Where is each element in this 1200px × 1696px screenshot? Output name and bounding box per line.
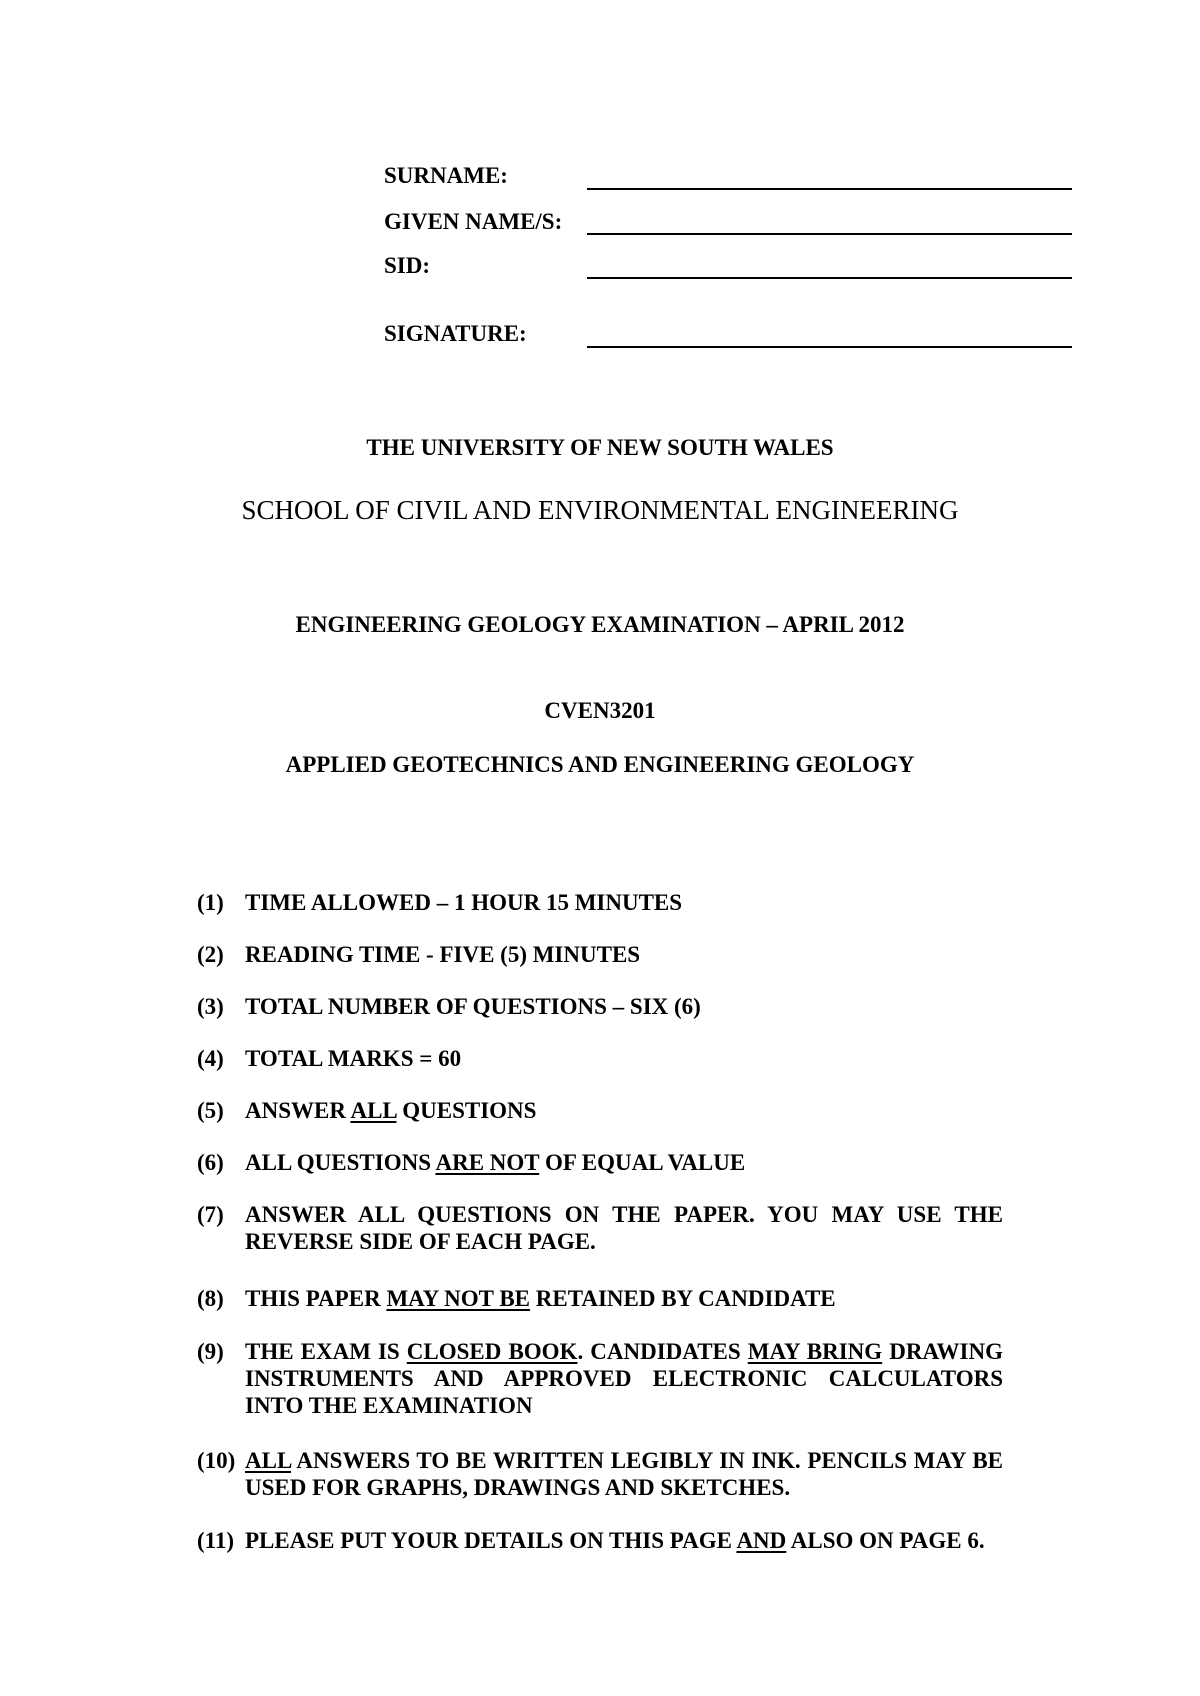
instruction-number: (8) <box>197 1286 224 1311</box>
exam-title: ENGINEERING GEOLOGY EXAMINATION – APRIL 2012 <box>295 612 905 637</box>
course-code: CVEN3201 <box>544 698 656 723</box>
instruction-text <box>245 1149 1003 1176</box>
instruction-number: (2) <box>197 942 224 967</box>
instruction-text-part: QUESTIONS <box>396 1098 537 1123</box>
underlined-emphasis: CLOSED BOOK <box>406 1339 578 1364</box>
instruction-number: (4) <box>197 1046 224 1071</box>
instruction-text-part: ALSO ON PAGE 6. <box>786 1528 985 1553</box>
instruction-text-part: THIS PAPER <box>245 1286 387 1311</box>
instruction-text-part: ANSWER ALL QUESTIONS ON THE PAPER. YOU MAY USE THE REVERSE SIDE OF EACH PAGE. <box>245 1202 1003 1254</box>
instruction-number: (6) <box>197 1150 224 1175</box>
instruction-text <box>245 1201 1003 1255</box>
signature-label: SIGNATURE: <box>384 321 527 346</box>
instruction-item <box>197 1447 1003 1501</box>
instruction-text <box>245 993 1003 1020</box>
instruction-text <box>245 941 1003 968</box>
instruction-text <box>245 1285 1003 1312</box>
given-names-line[interactable] <box>587 233 1072 235</box>
instruction-number: (11) <box>197 1528 235 1553</box>
instruction-text-part: . CANDIDATES <box>577 1339 748 1364</box>
instruction-item <box>197 993 1003 1020</box>
instruction-text <box>245 1447 1003 1501</box>
instruction-item <box>197 1527 1003 1554</box>
surname-label: SURNAME: <box>384 163 508 188</box>
signature-line[interactable] <box>587 346 1072 348</box>
instruction-text <box>245 889 1003 916</box>
instruction-text-part: PLEASE PUT YOUR DETAILS ON THIS PAGE <box>245 1528 737 1553</box>
instruction-text <box>245 1527 1003 1554</box>
instruction-text-part: RETAINED BY CANDIDATE <box>530 1286 836 1311</box>
instruction-text-part: OF EQUAL VALUE <box>539 1150 746 1175</box>
instruction-text-part: ANSWERS TO BE WRITTEN LEGIBLY IN INK. PENCILS MAY BE USED FOR GRAPHS, DRAWINGS AND SKETCHES. <box>245 1448 1003 1500</box>
instruction-text-part: TOTAL MARKS = 60 <box>245 1046 462 1071</box>
instruction-item <box>197 1201 1003 1255</box>
sid-line[interactable] <box>587 277 1072 279</box>
instruction-item <box>197 1149 1003 1176</box>
underlined-emphasis: MAY BRING <box>747 1339 883 1364</box>
instruction-text <box>245 1045 1003 1072</box>
instruction-text-part: THE EXAM IS <box>245 1339 407 1364</box>
given-names-label: GIVEN NAME/S: <box>384 209 563 234</box>
instruction-number: (1) <box>197 890 224 915</box>
school-name: SCHOOL OF CIVIL AND ENVIRONMENTAL ENGINEERING <box>241 495 959 525</box>
instruction-number: (10) <box>197 1448 236 1473</box>
instruction-item <box>197 1045 1003 1072</box>
instruction-item <box>197 889 1003 916</box>
instruction-text-part: DRAWING INSTRUMENTS AND APPROVED ELECTRONIC CALCULATORS INTO THE EXAMINATION <box>245 1339 1003 1418</box>
instruction-item <box>197 1097 1003 1124</box>
sid-label: SID: <box>384 253 431 278</box>
instruction-item <box>197 1285 1003 1312</box>
instruction-item <box>197 1338 1003 1419</box>
university-name: THE UNIVERSITY OF NEW SOUTH WALES <box>366 435 834 460</box>
instruction-text <box>245 1097 1003 1124</box>
instruction-item <box>197 941 1003 968</box>
underlined-emphasis: ALL <box>350 1098 397 1123</box>
instruction-text-part: TIME ALLOWED – 1 HOUR 15 MINUTES <box>245 890 683 915</box>
instruction-number: (7) <box>197 1202 224 1227</box>
instruction-text-part: ALL QUESTIONS <box>245 1150 436 1175</box>
course-name: APPLIED GEOTECHNICS AND ENGINEERING GEOLOGY <box>285 752 915 777</box>
underlined-emphasis: AND <box>736 1528 787 1553</box>
instruction-text-part: READING TIME - FIVE (5) MINUTES <box>245 942 641 967</box>
instruction-text <box>245 1338 1003 1419</box>
instruction-text-part: ANSWER <box>245 1098 351 1123</box>
instruction-number: (9) <box>197 1339 224 1364</box>
surname-line[interactable] <box>587 188 1072 190</box>
underlined-emphasis: ALL <box>245 1448 292 1473</box>
instruction-text-part: TOTAL NUMBER OF QUESTIONS – SIX (6) <box>245 994 701 1019</box>
underlined-emphasis: ARE NOT <box>435 1150 540 1175</box>
instruction-number: (3) <box>197 994 224 1019</box>
instruction-number: (5) <box>197 1098 224 1123</box>
underlined-emphasis: MAY NOT BE <box>386 1286 531 1311</box>
